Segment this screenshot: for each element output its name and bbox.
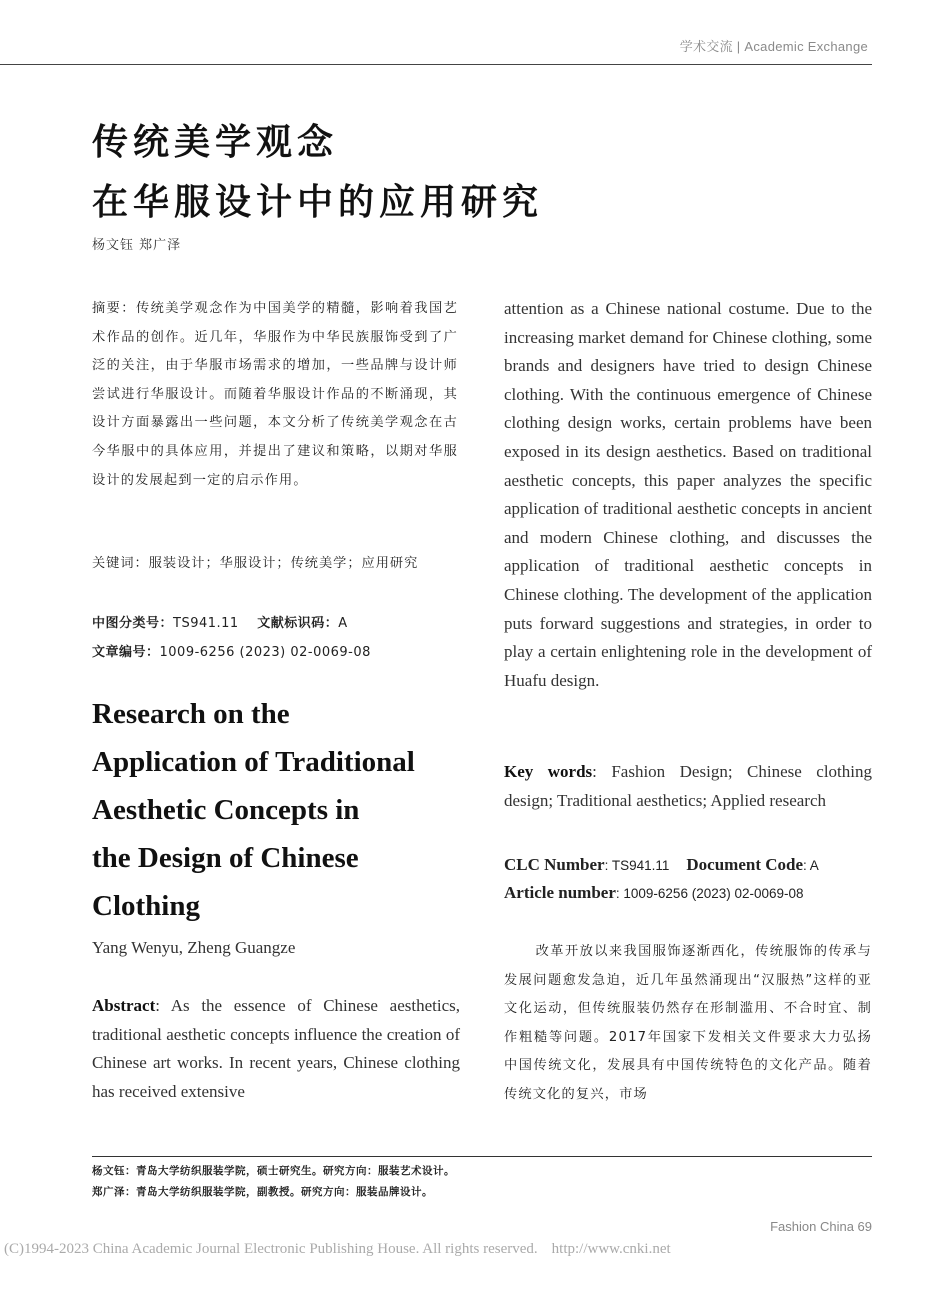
copyright-url[interactable]: http://www.cnki.net [551, 1241, 671, 1257]
title-en-line2: Application of Traditional [92, 746, 415, 778]
doc-code-cn-label: 文献标识码： [257, 616, 339, 631]
author-footnote-1: 杨文钰：青岛大学纺织服装学院，硕士研究生。研究方向：服装艺术设计。 [92, 1165, 455, 1177]
intro-body [504, 938, 872, 1110]
copyright-text: (C)1994-2023 China Academic Journal Electronic Publishing House. All rights reserved. [4, 1241, 538, 1257]
title-en-line1: Research on the [92, 698, 290, 730]
keywords-cn-text: 服装设计；华服设计；传统美学；应用研究 [148, 556, 419, 571]
abstract-en-text-1: : As the essence of Chinese aesthetics, traditional aesthetic concepts influence the creation of Chinese art works. In recent years, Chinese clothing has received extensive [92, 996, 460, 1101]
doc-code-cn-value: A [338, 616, 348, 631]
keywords-en [504, 758, 872, 815]
title-cn-line1: 传统美学观念 [92, 122, 339, 163]
clc-en [504, 855, 819, 875]
top-rule [0, 64, 872, 65]
authors-cn: 杨文钰 郑广泽 [92, 238, 182, 253]
abstract-cn-label: 摘要： [92, 301, 136, 316]
title-en-line4: the Design of Chinese [92, 842, 359, 874]
keywords-cn [92, 552, 472, 571]
title-en-line5: Clothing [92, 890, 200, 922]
article-en-value: : 1009-6256 (2023) 02-0069-08 [615, 886, 804, 901]
author-footnote-2: 郑广泽：青岛大学纺织服装学院，副教授。研究方向：服装品牌设计。 [92, 1186, 433, 1198]
title-en-line3: Aesthetic Concepts in [92, 794, 360, 826]
footnote-rule [92, 1156, 872, 1157]
article-number-en [504, 883, 804, 903]
keywords-en-label: Key words [504, 762, 593, 781]
clc-en-label: CLC Number [504, 855, 605, 874]
intro-paragraph: 改革开放以来我国服饰逐渐西化，传统服饰的传承与发展问题愈发急迫，近几年虽然涌现出“汉服热”这样的亚文化运动，但传统服装仍然存在形制滥用、不合时宜、制作粗糙等问题。2017年国家下发相关文件要求大力弘扬中国传统文化，发展具有中国传统特色的文化产品。随着传统文化的复兴，市场 [504, 944, 872, 1102]
authors-en: Yang Wenyu, Zheng Guangze [92, 938, 296, 957]
keywords-en-text: : Fashion Design; Chinese clothing design; Traditional aesthetics; Applied research [504, 762, 872, 810]
abstract-cn-text: 传统美学观念作为中国美学的精髓，影响着我国艺术作品的创作。近几年，华服作为中华民族服饰受到了广泛的关注，由于华服市场需求的增加，一些品牌与设计师尝试进行华服设计。而随着华服设计作品的不断涌现，其设计方面暴露出一些问题，本文分析了传统美学观念在古今华服中的具体应用，并提出了建议和策略，以期对华服设计的发展起到一定的启示作用。 [92, 301, 458, 488]
article-cn-value: 1009-6256 (2023) 02-0069-08 [159, 645, 371, 660]
abstract-en-part1 [92, 992, 460, 1106]
abstract-en-part2: attention as a Chinese national costume. Due to the increasing market demand for Chinese clothing, some brands and designers have tried to design Chinese clothing. With the continuous emergence of Chinese clothing design works, certain problems have been exposed in its design aesthetics. Based on traditional aesthetic concepts, this paper analyzes the specific application of traditional aesthetic concepts in ancient and modern Chinese clothing, and discusses the application of traditional aesthetic concepts in Chinese clothing. The development of the application puts forward suggestions and strategies, in order to play a certain enlightening role in the development of Huafu design. [504, 299, 872, 690]
abstract-cn [92, 295, 458, 495]
article-number-cn [92, 641, 371, 660]
abstract-en-label: Abstract [92, 996, 156, 1015]
clc-cn-value: TS941.11 [173, 616, 239, 631]
copyright-notice [4, 1241, 671, 1258]
keywords-cn-label: 关键词： [92, 556, 149, 571]
clc-cn [92, 612, 348, 631]
section-label: 学术交流 | Academic Exchange [679, 39, 868, 54]
clc-en-value: : TS941.11 [604, 858, 670, 873]
clc-cn-label: 中图分类号： [92, 616, 174, 631]
article-en-label: Article number [504, 883, 616, 902]
doc-code-en-label: Document Code [686, 855, 804, 874]
article-cn-label: 文章编号： [92, 645, 160, 660]
page-footer: Fashion China 69 [770, 1219, 872, 1234]
title-cn-line2: 在华服设计中的应用研究 [92, 182, 544, 223]
doc-code-en-value: : A [803, 858, 819, 873]
